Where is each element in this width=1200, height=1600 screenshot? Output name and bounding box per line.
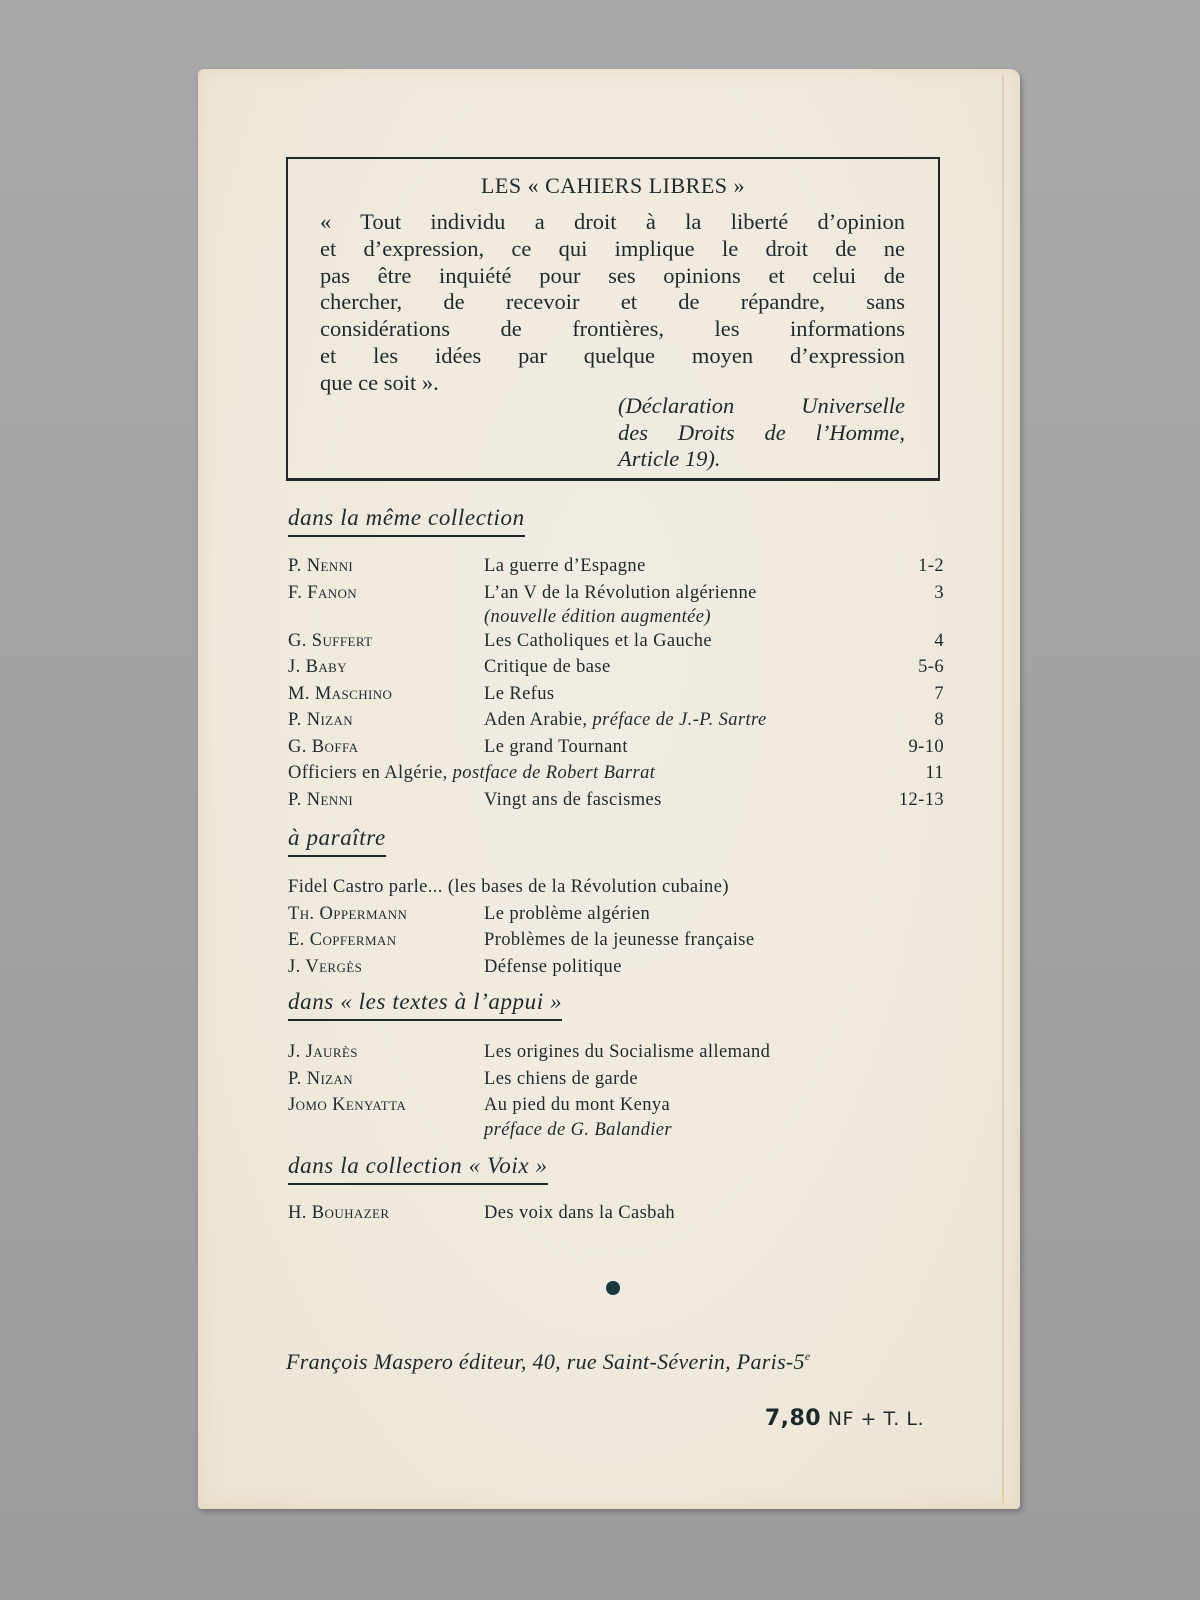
list-item: [288, 1092, 944, 1140]
author: F. Fanon: [288, 582, 358, 603]
author: E. Copferman: [288, 930, 397, 950]
volume-number: 7: [934, 683, 944, 704]
quote-attribution: [618, 393, 905, 473]
author: G. Boffa: [288, 736, 359, 757]
volume-number: 11: [925, 763, 944, 783]
book-title: Le grand Tournant: [484, 736, 628, 757]
book-title: Le problème algérien: [484, 903, 651, 924]
quote-line: et les idées par quelque moyen d’expression: [320, 342, 905, 368]
author: Th. Oppermann: [288, 903, 408, 924]
publisher-address: [286, 1349, 946, 1375]
volume-number: 3: [934, 582, 944, 603]
bullet-dot-ornament: [606, 1281, 620, 1295]
book-title: Critique de base: [484, 657, 611, 677]
price-amount: 7,80: [764, 1406, 822, 1431]
list-item: [288, 874, 944, 901]
book-subtitle: (nouvelle édition augmentée): [484, 607, 711, 627]
list-item: [288, 1039, 944, 1066]
volume-number: 5-6: [918, 657, 944, 677]
attribution-line: (Déclaration Universelle: [618, 393, 905, 418]
book-postface: postface de Robert Barrat: [452, 763, 656, 783]
book-title: Les chiens de garde: [484, 1068, 638, 1089]
author: P. Nenni: [288, 556, 354, 576]
section-heading-textes-appui: dans « les textes à l’appui »: [288, 989, 562, 1021]
author: J. Baby: [288, 657, 348, 677]
publisher-text: François Maspero éditeur, 40, rue Saint-Séverin, Paris-5: [286, 1349, 805, 1374]
list-item: [288, 681, 944, 708]
book-title: Le Refus: [484, 683, 555, 704]
list-item: [288, 628, 944, 655]
quote-line: considérations de frontières, les informations: [320, 316, 905, 342]
quote-line: pas être inquiété pour ses opinions et celui de: [320, 262, 905, 288]
list-item: [288, 927, 944, 954]
section-heading-forthcoming: à paraître: [288, 825, 386, 857]
author: G. Suffert: [288, 630, 373, 651]
volume-number: 4: [934, 630, 944, 651]
list-item: [288, 954, 944, 981]
list-item: [288, 787, 944, 814]
book-preface: préface de J.-P. Sartre: [592, 710, 767, 730]
author: P. Nizan: [288, 1068, 354, 1089]
quote-line: et d’expression, ce qui implique le droit de ne: [320, 235, 905, 261]
textes-appui-list: [288, 1039, 944, 1140]
box-title: LES « CAHIERS LIBRES »: [480, 173, 746, 198]
book-title: La guerre d’Espagne: [484, 556, 646, 576]
list-item: [288, 734, 944, 761]
book-title: Problèmes de la jeunesse française: [484, 930, 755, 950]
volume-number: 1-2: [918, 556, 944, 576]
list-item: [288, 654, 944, 681]
section-heading-same-collection: dans la même collection: [288, 505, 525, 537]
book-title: L’an V de la Révolution algérienne: [484, 582, 757, 603]
list-item: [288, 760, 944, 787]
price-label: [765, 1406, 924, 1431]
cahiers-libres-box: [286, 157, 940, 481]
author: M. Maschino: [288, 683, 393, 704]
quote-line: que ce soit ».: [320, 369, 439, 395]
publisher-superscript: e: [804, 1349, 811, 1363]
attribution-line: des Droits de l’Homme,: [618, 419, 905, 445]
voix-list: [288, 1200, 944, 1227]
book-back-cover: [198, 69, 1020, 1509]
book-title-group: [484, 1092, 672, 1141]
book-title-group: [484, 707, 767, 734]
section-heading-voix: dans la collection « Voix »: [288, 1153, 548, 1185]
forthcoming-list: [288, 874, 944, 980]
book-title: Aden Arabie,: [484, 710, 588, 730]
book-title-group: [484, 580, 757, 629]
author: J. Vergès: [288, 956, 363, 977]
book-title: Officiers en Algérie,: [288, 763, 448, 783]
list-item: [288, 580, 944, 628]
list-item: [288, 901, 944, 928]
quote-line: « Tout individu a droit à la liberté d’opinion: [320, 209, 905, 234]
volume-number: 9-10: [908, 736, 944, 757]
author: P. Nenni: [288, 789, 354, 810]
book-title: Fidel Castro parle... (les bases de la Révolution cubaine): [288, 877, 729, 897]
author: P. Nizan: [288, 710, 354, 730]
declaration-quote: [320, 209, 905, 397]
volume-number: 12-13: [898, 789, 944, 810]
author: H. Bouhazer: [288, 1203, 390, 1223]
book-title: Défense politique: [484, 956, 622, 977]
author: J. Jaurès: [288, 1042, 358, 1062]
book-title: Au pied du mont Kenya: [484, 1095, 671, 1115]
book-preface: préface de G. Balandier: [484, 1119, 672, 1140]
list-item: [288, 707, 944, 734]
price-suffix: NF + T. L.: [827, 1408, 924, 1430]
book-title: Les origines du Socialisme allemand: [484, 1042, 771, 1062]
list-item: [288, 1200, 944, 1227]
same-collection-list: [288, 553, 944, 813]
quote-line: chercher, de recevoir et de répandre, sans: [320, 289, 905, 315]
list-item: [288, 553, 944, 580]
book-title: Vingt ans de fascismes: [484, 789, 662, 810]
volume-number: 8: [934, 710, 944, 730]
book-title-group: [288, 760, 655, 787]
book-title: Les Catholiques et la Gauche: [484, 630, 712, 651]
list-item: [288, 1066, 944, 1093]
author: Jomo Kenyatta: [288, 1095, 407, 1115]
book-title: Des voix dans la Casbah: [484, 1203, 676, 1223]
attribution-line: Article 19).: [618, 446, 721, 471]
